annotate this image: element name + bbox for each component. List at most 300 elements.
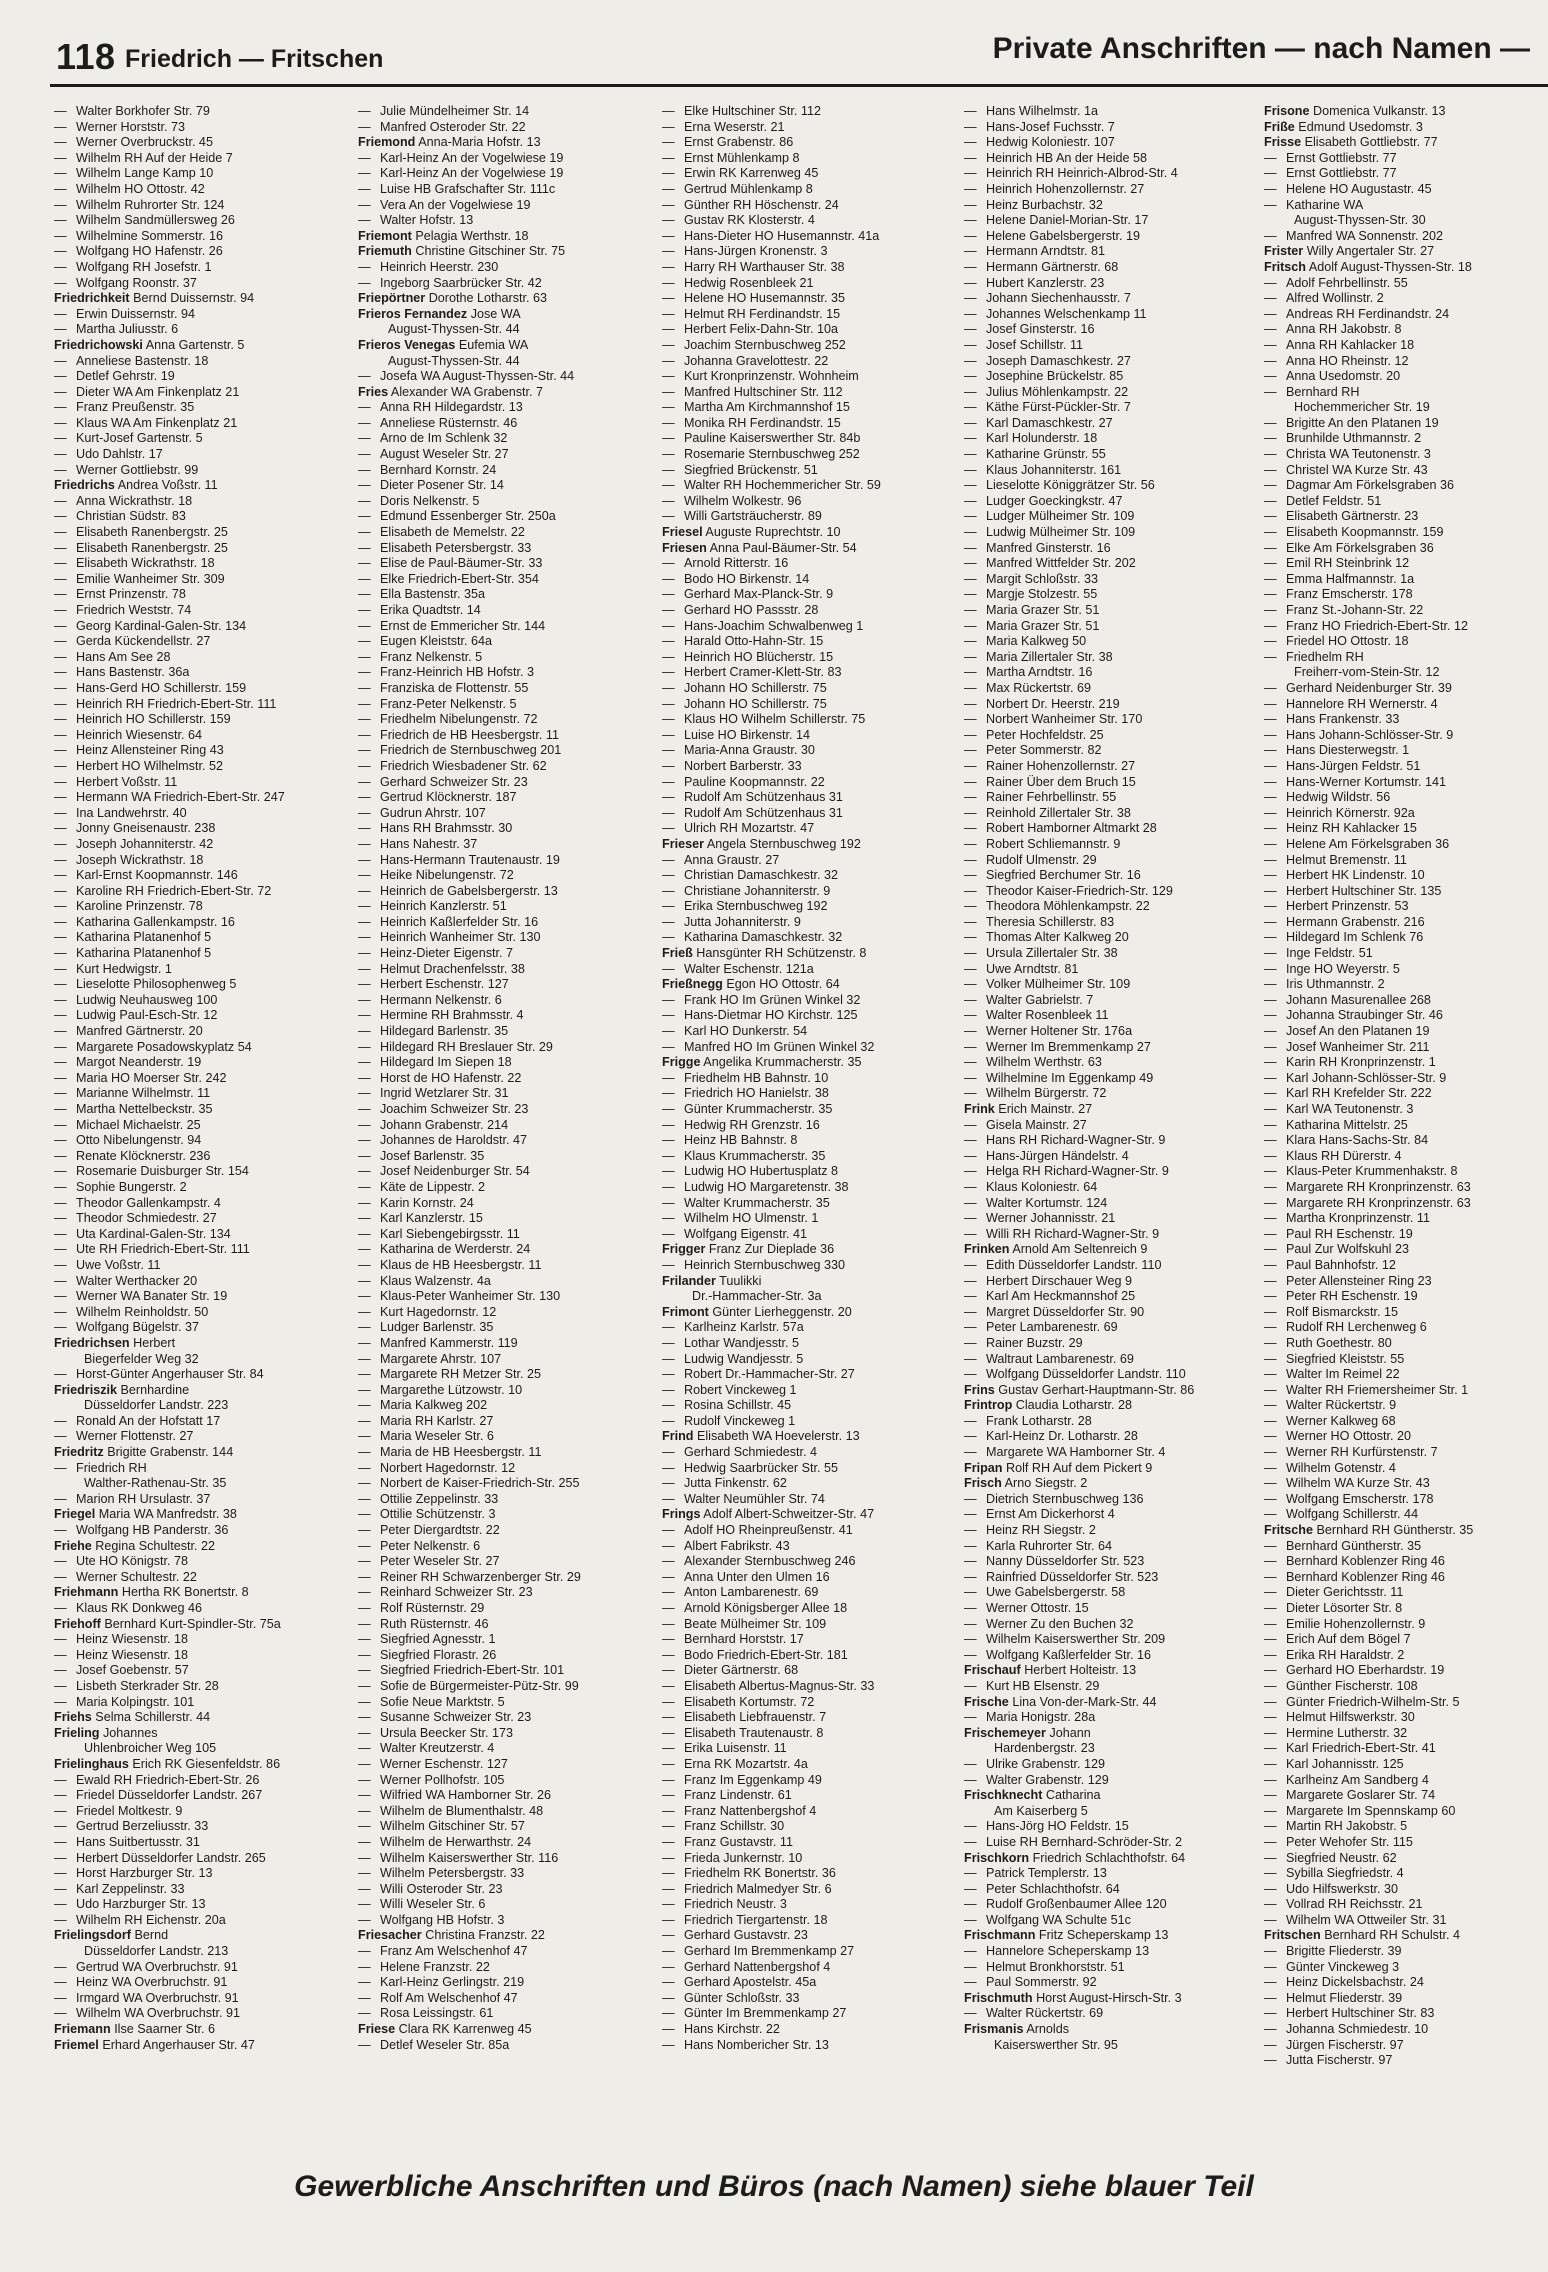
entry-text: Elke Friedrich-Ebert-Str. 354: [380, 571, 539, 586]
entry-text: Wilhelm WA Ottweiler Str. 31: [1286, 1912, 1447, 1927]
repeat-surname-dash: —: [1264, 805, 1277, 820]
repeat-surname-dash: —: [1264, 415, 1277, 430]
directory-entry: [964, 1897, 1254, 1913]
repeat-surname-dash: —: [54, 634, 67, 649]
directory-entry: [964, 120, 1254, 136]
repeat-surname-dash: —: [662, 1398, 675, 1413]
directory-entry: [964, 603, 1254, 619]
surname-entry: [662, 541, 952, 557]
repeat-surname-dash: —: [662, 150, 675, 165]
directory-entry: [54, 385, 344, 401]
repeat-surname-dash: —: [662, 1024, 675, 1039]
entry-text: Hans Johann-Schlösser-Str. 9: [1286, 727, 1454, 742]
entry-text: Martha Arndtstr. 16: [986, 665, 1093, 680]
entry-text: Johann Siechenhausstr. 7: [986, 291, 1131, 306]
repeat-surname-dash: —: [662, 1382, 675, 1397]
repeat-surname-dash: —: [54, 1772, 67, 1787]
repeat-surname-dash: —: [1264, 1756, 1277, 1771]
repeat-surname-dash: —: [662, 1164, 675, 1179]
repeat-surname-dash: —: [662, 696, 675, 711]
entry-text: Johann HO Schillerstr. 75: [684, 696, 827, 711]
entry-text: Wolfgang HB Panderstr. 36: [76, 1523, 229, 1538]
entry-text: Willi Gartsträucherstr. 89: [684, 509, 822, 524]
repeat-surname-dash: —: [662, 1912, 675, 1927]
repeat-surname-dash: —: [54, 805, 67, 820]
surname: Friedrichs: [54, 478, 115, 493]
directory-entry: [358, 977, 648, 993]
surname: Frischkorn: [964, 1850, 1030, 1865]
directory-entry: [662, 1632, 952, 1648]
repeat-surname-dash: —: [358, 181, 371, 196]
directory-entry: [358, 650, 648, 666]
surname-entry: [358, 1928, 648, 1944]
repeat-surname-dash: —: [662, 571, 675, 586]
directory-entry: [964, 1882, 1254, 1898]
entry-text: Hermann Gärtnerstr. 68: [986, 259, 1119, 274]
directory-entry: [662, 1773, 952, 1789]
repeat-surname-dash: —: [662, 883, 675, 898]
directory-entry: [964, 1258, 1254, 1274]
directory-entry: [964, 291, 1254, 307]
surname-entry: [964, 2022, 1254, 2038]
entry-text: Rolf RH Auf dem Pickert 9: [1005, 1460, 1153, 1475]
entry-text: Bernhard Kurt-Spindler-Str. 75a: [104, 1616, 281, 1631]
directory-entry: [358, 868, 648, 884]
repeat-surname-dash: —: [964, 1070, 977, 1085]
repeat-surname-dash: —: [1264, 1133, 1277, 1148]
entry-text: Hermann Grabenstr. 216: [1286, 914, 1425, 929]
directory-entry: [358, 759, 648, 775]
repeat-surname-dash: —: [1264, 1039, 1277, 1054]
directory-entry: [54, 494, 344, 510]
repeat-surname-dash: —: [1264, 649, 1277, 664]
repeat-surname-dash: —: [964, 1133, 977, 1148]
directory-entry: [662, 1726, 952, 1742]
entry-text: Norbert Barberstr. 33: [684, 758, 802, 773]
entry-text: Klaus RH Dürerstr. 4: [1286, 1148, 1402, 1163]
directory-entry: [358, 572, 648, 588]
entry-text: Wilhelm Reinholdstr. 50: [76, 1304, 209, 1319]
directory-entry: [964, 1539, 1254, 1555]
directory-entry: [1264, 1102, 1548, 1118]
entry-text: Manfred WA Sonnenstr. 202: [1286, 228, 1444, 243]
repeat-surname-dash: —: [1264, 1460, 1277, 1475]
repeat-surname-dash: —: [1264, 1257, 1277, 1272]
entry-text: Heinrich RH Friedrich-Ebert-Str. 111: [76, 696, 277, 711]
directory-entry: [964, 244, 1254, 260]
directory-entry: [1264, 338, 1548, 354]
entry-text: Theodor Gallenkampstr. 4: [76, 1195, 221, 1210]
directory-entry: [54, 1975, 344, 1991]
entry-continuation: [1264, 400, 1548, 416]
directory-entry: [964, 198, 1254, 214]
repeat-surname-dash: —: [358, 1710, 371, 1725]
directory-entry: [358, 930, 648, 946]
directory-entry: [358, 837, 648, 853]
directory-entry: [964, 1819, 1254, 1835]
entry-text: Bernhard Kornstr. 24: [380, 462, 497, 477]
directory-entry: [964, 104, 1254, 120]
entry-continuation: [662, 1289, 952, 1305]
repeat-surname-dash: —: [1264, 353, 1277, 368]
repeat-surname-dash: —: [358, 946, 371, 961]
directory-entry: [1264, 1086, 1548, 1102]
repeat-surname-dash: —: [358, 821, 371, 836]
repeat-surname-dash: —: [964, 1320, 977, 1335]
repeat-surname-dash: —: [1264, 1242, 1277, 1257]
repeat-surname-dash: —: [662, 1959, 675, 1974]
entry-text: Jutta Finkenstr. 62: [684, 1476, 787, 1491]
entry-text: Jose WA: [470, 306, 521, 321]
entry-text: Hans-Josef Fuchsstr. 7: [986, 119, 1115, 134]
entry-text: Herbert Hultschiner Str. 135: [1286, 883, 1442, 898]
directory-entry: [662, 1445, 952, 1461]
surname: Fritsch: [1264, 259, 1306, 274]
directory-entry: [1264, 1991, 1548, 2007]
directory-entry: [54, 884, 344, 900]
directory-entry: [54, 915, 344, 931]
repeat-surname-dash: —: [662, 790, 675, 805]
entry-text: Käthe Fürst-Pückler-Str. 7: [986, 400, 1131, 415]
directory-entry: [54, 806, 344, 822]
directory-entry: [54, 1071, 344, 1087]
directory-entry: [1264, 1289, 1548, 1305]
entry-text: Wolfgang HB Hofstr. 3: [380, 1912, 505, 1927]
entry-text: Franz Im Eggenkamp 49: [684, 1772, 822, 1787]
directory-entry: [358, 1086, 648, 1102]
entry-text: Bernhard Koblenzer Ring 46: [1286, 1554, 1445, 1569]
directory-entry: [964, 743, 1254, 759]
entry-text: Heinrich HB An der Heide 58: [986, 150, 1148, 165]
entry-text: Werner HO Ottostr. 20: [1286, 1429, 1412, 1444]
repeat-surname-dash: —: [964, 493, 977, 508]
entry-text: Robert Schliemannstr. 9: [986, 836, 1121, 851]
entry-text: Josef Neidenburger Str. 54: [380, 1164, 530, 1179]
repeat-surname-dash: —: [662, 181, 675, 196]
directory-entry: [662, 1258, 952, 1274]
directory-entry: [54, 790, 344, 806]
entry-text: Volker Mülheimer Str. 109: [986, 977, 1131, 992]
entry-text: Biegerfelder Weg 32: [84, 1351, 199, 1366]
repeat-surname-dash: —: [662, 1413, 675, 1428]
entry-text: Herbert Eschenstr. 127: [380, 977, 509, 992]
repeat-surname-dash: —: [358, 1476, 371, 1491]
entry-text: Heinz-Dieter Eigenstr. 7: [380, 946, 513, 961]
entry-text: Hans Kirchstr. 22: [684, 2022, 780, 2037]
repeat-surname-dash: —: [358, 462, 371, 477]
entry-text: Helga RH Richard-Wagner-Str. 9: [986, 1164, 1169, 1179]
directory-entry: [358, 1367, 648, 1383]
entry-text: Domenica Vulkanstr. 13: [1313, 104, 1446, 118]
surname: Frismanis: [964, 2022, 1024, 2037]
surname: Frischknecht: [964, 1788, 1043, 1803]
repeat-surname-dash: —: [964, 2006, 977, 2021]
directory-entry: [964, 1507, 1254, 1523]
repeat-surname-dash: —: [964, 353, 977, 368]
entry-text: Rolf Am Welschenhof 47: [380, 1990, 518, 2005]
entry-text: Düsseldorfer Landstr. 213: [84, 1944, 229, 1959]
repeat-surname-dash: —: [358, 712, 371, 727]
directory-entry: [358, 509, 648, 525]
repeat-surname-dash: —: [358, 1585, 371, 1600]
directory-entry: [54, 603, 344, 619]
entry-text: Düsseldorfer Landstr. 223: [84, 1398, 229, 1413]
surname-entry: [1264, 244, 1548, 260]
entry-text: Julius Möhlenkampstr. 22: [986, 384, 1129, 399]
directory-entry: [964, 946, 1254, 962]
entry-text: Maria Kolpingstr. 101: [76, 1694, 195, 1709]
directory-entry: [358, 884, 648, 900]
entry-text: Rolf Rüsternstr. 29: [380, 1601, 485, 1615]
repeat-surname-dash: —: [964, 1413, 977, 1428]
repeat-surname-dash: —: [358, 634, 371, 649]
entry-text: Ludwig Mülheimer Str. 109: [986, 525, 1136, 540]
entry-text: Karl RH Krefelder Str. 222: [1286, 1086, 1432, 1101]
repeat-surname-dash: —: [662, 135, 675, 150]
entry-text: Manfred Gärtnerstr. 20: [76, 1024, 203, 1039]
entry-text: Elke Hultschiner Str. 112: [684, 104, 821, 118]
entry-text: Wolfgang Emscherstr. 178: [1286, 1491, 1434, 1506]
entry-text: Werner RH Kurfürstenstr. 7: [1286, 1445, 1438, 1460]
repeat-surname-dash: —: [54, 774, 67, 789]
entry-text: Alexander WA Grabenstr. 7: [390, 384, 544, 399]
repeat-surname-dash: —: [662, 1351, 675, 1366]
repeat-surname-dash: —: [358, 961, 371, 976]
directory-entry: [1264, 1227, 1548, 1243]
entry-text: Karlheinz Karlstr. 57a: [684, 1320, 804, 1335]
directory-entry: [1264, 1866, 1548, 1882]
entry-text: Harald Otto-Hahn-Str. 15: [684, 634, 824, 649]
repeat-surname-dash: —: [964, 1008, 977, 1023]
repeat-surname-dash: —: [1264, 291, 1277, 306]
directory-entry: [54, 463, 344, 479]
entry-text: Gerhard Schweizer Str. 23: [380, 774, 528, 789]
entry-text: Hans RH Brahmsstr. 30: [380, 821, 513, 836]
repeat-surname-dash: —: [964, 634, 977, 649]
entry-text: Karl-Heinz An der Vogelwiese 19: [380, 150, 564, 165]
entry-text: Hardenbergstr. 23: [994, 1741, 1095, 1756]
repeat-surname-dash: —: [1264, 1211, 1277, 1226]
repeat-surname-dash: —: [1264, 1195, 1277, 1210]
directory-entry: [662, 1554, 952, 1570]
repeat-surname-dash: —: [54, 1881, 67, 1896]
directory-entry: [358, 1710, 648, 1726]
directory-entry: [358, 1414, 648, 1430]
directory-entry: [358, 525, 648, 541]
entry-text: Max Rückertstr. 69: [986, 680, 1091, 695]
entry-text: Josef Wanheimer Str. 211: [1286, 1039, 1430, 1054]
directory-entry: [1264, 1882, 1548, 1898]
surname-entry: [358, 244, 648, 260]
directory-entry: [662, 276, 952, 292]
entry-text: Dieter Gärtnerstr. 68: [684, 1663, 799, 1678]
header-rule: [50, 84, 1548, 87]
directory-entry: [1264, 1305, 1548, 1321]
entry-text: Pauline Kaiserswerther Str. 84b: [684, 431, 861, 446]
entry-text: Emilie Hohenzollernstr. 9: [1286, 1616, 1426, 1631]
directory-entry: [358, 1429, 648, 1445]
repeat-surname-dash: —: [964, 1616, 977, 1631]
entry-text: Anna-Maria Hofstr. 13: [418, 135, 541, 150]
directory-entry: [964, 229, 1254, 245]
directory-entry: [964, 1757, 1254, 1773]
entry-text: August-Thyssen-Str. 30: [1294, 213, 1426, 228]
repeat-surname-dash: —: [662, 603, 675, 617]
directory-entry: [358, 1617, 648, 1633]
repeat-surname-dash: —: [358, 213, 371, 228]
entry-text: Wilhelm de Herwarthstr. 24: [380, 1834, 532, 1849]
entry-text: Wolfgang Schillerstr. 44: [1286, 1507, 1419, 1522]
repeat-surname-dash: —: [358, 1211, 371, 1226]
entry-text: Hubert Kanzlerstr. 23: [986, 275, 1105, 290]
entry-text: Klaus WA Am Finkenplatz 21: [76, 415, 238, 430]
directory-entry: [662, 1788, 952, 1804]
surname-entry: [1264, 1928, 1548, 1944]
entry-text: Arnold Ritterstr. 16: [684, 556, 789, 571]
repeat-surname-dash: —: [1264, 712, 1277, 727]
repeat-surname-dash: —: [54, 353, 67, 368]
repeat-surname-dash: —: [358, 540, 371, 555]
entry-text: Wolfgang Roonstr. 37: [76, 275, 197, 290]
directory-entry: [358, 1242, 648, 1258]
directory-entry: [1264, 650, 1548, 666]
directory-entry: [358, 416, 648, 432]
entry-text: Robert Vinckeweg 1: [684, 1382, 797, 1397]
repeat-surname-dash: —: [662, 868, 675, 883]
repeat-surname-dash: —: [54, 1039, 67, 1054]
entry-text: Peter Allensteiner Ring 23: [1286, 1273, 1432, 1288]
repeat-surname-dash: —: [358, 1897, 371, 1912]
directory-entry: [964, 1835, 1254, 1851]
directory-entry: [1264, 1242, 1548, 1258]
entry-text: Hans-Hermann Trautenaustr. 19: [380, 852, 560, 867]
directory-entry: [964, 307, 1254, 323]
directory-entry: [964, 1227, 1254, 1243]
directory-entry: [358, 1960, 648, 1976]
directory-entry: [1264, 1336, 1548, 1352]
entry-text: Joseph Damaschkestr. 27: [986, 353, 1131, 368]
repeat-surname-dash: —: [1264, 914, 1277, 929]
entry-text: Lieselotte Königgrätzer Str. 56: [986, 478, 1155, 493]
repeat-surname-dash: —: [1264, 1148, 1277, 1163]
footer-note: Gewerbliche Anschriften und Büros (nach Namen) siehe blauer Teil: [294, 2170, 1254, 2203]
directory-entry: [964, 1336, 1254, 1352]
entry-text: Hermine Lutherstr. 32: [1286, 1725, 1408, 1740]
entry-text: Hildegard Im Siepen 18: [380, 1055, 512, 1070]
entry-text: Wilfried WA Hamborner Str. 26: [380, 1788, 551, 1803]
directory-entry: [662, 619, 952, 635]
directory-entry: [964, 993, 1254, 1009]
directory-entry: [1264, 821, 1548, 837]
directory-entry: [54, 1601, 344, 1617]
directory-entry: [54, 1960, 344, 1976]
entry-text: Werner Ottostr. 15: [986, 1601, 1089, 1615]
entry-text: Maria de HB Heesbergstr. 11: [380, 1445, 542, 1460]
entry-text: Gerhard Nattenbergshof 4: [684, 1959, 831, 1974]
directory-entry: [662, 1164, 952, 1180]
directory-entry: [662, 634, 952, 650]
entry-text: Werner Zu den Buchen 32: [986, 1616, 1134, 1631]
entry-text: Klaus HO Wilhelm Schillerstr. 75: [684, 712, 866, 727]
entry-text: Herbert Felix-Dahn-Str. 10a: [684, 322, 838, 337]
repeat-surname-dash: —: [54, 712, 67, 727]
repeat-surname-dash: —: [1264, 1367, 1277, 1382]
repeat-surname-dash: —: [358, 727, 371, 742]
entry-text: Günter Lierheggenstr. 20: [712, 1304, 852, 1319]
directory-entry: [1264, 1367, 1548, 1383]
directory-entry: [1264, 1695, 1548, 1711]
directory-entry: [54, 962, 344, 978]
repeat-surname-dash: —: [964, 1944, 977, 1959]
repeat-surname-dash: —: [964, 883, 977, 898]
repeat-surname-dash: —: [358, 509, 371, 524]
directory-entry: [1264, 447, 1548, 463]
entry-text: Gerhard Schmiedestr. 4: [684, 1445, 817, 1460]
directory-entry: [54, 1897, 344, 1913]
directory-entry: [358, 151, 648, 167]
entry-text: Erich Auf dem Bögel 7: [1286, 1632, 1411, 1647]
entry-text: Margarete WA Hamborner Str. 4: [986, 1445, 1166, 1460]
repeat-surname-dash: —: [358, 166, 371, 181]
repeat-surname-dash: —: [1264, 1554, 1277, 1569]
directory-entry: [964, 447, 1254, 463]
entry-text: Anna Paul-Bäumer-Str. 54: [709, 540, 857, 555]
entry-text: Paul Zur Wolfskuhl 23: [1286, 1242, 1409, 1257]
repeat-surname-dash: —: [358, 1257, 371, 1272]
directory-entry: [964, 837, 1254, 853]
entry-text: Franz Schillstr. 30: [684, 1819, 785, 1834]
directory-entry: [54, 665, 344, 681]
entry-text: Christiane Johanniterstr. 9: [684, 883, 831, 898]
repeat-surname-dash: —: [54, 1975, 67, 1990]
repeat-surname-dash: —: [1264, 1975, 1277, 1990]
entry-text: Wolfgang Bügelstr. 37: [76, 1320, 199, 1335]
repeat-surname-dash: —: [662, 1257, 675, 1272]
repeat-surname-dash: —: [1264, 1102, 1277, 1116]
directory-entry: [662, 993, 952, 1009]
repeat-surname-dash: —: [1264, 603, 1277, 617]
repeat-surname-dash: —: [964, 1304, 977, 1319]
section-title: Private Anschriften — nach Namen —: [992, 32, 1530, 65]
repeat-surname-dash: —: [662, 493, 675, 508]
directory-entry: [54, 1882, 344, 1898]
repeat-surname-dash: —: [54, 400, 67, 415]
repeat-surname-dash: —: [662, 821, 675, 836]
directory-entry: [964, 1024, 1254, 1040]
directory-entry: [358, 1507, 648, 1523]
directory-entry: [662, 650, 952, 666]
directory-entry: [1264, 525, 1548, 541]
surname: Friese: [358, 2022, 396, 2037]
repeat-surname-dash: —: [358, 478, 371, 493]
directory-entry: [54, 1196, 344, 1212]
entry-text: Peter Wehofer Str. 115: [1286, 1834, 1413, 1849]
entry-text: Peter Hochfeldstr. 25: [986, 727, 1104, 742]
entry-text: Am Kaiserberg 5: [994, 1803, 1088, 1818]
entry-text: Brunhilde Uthmannstr. 2: [1286, 431, 1422, 446]
directory-entry: [54, 1773, 344, 1789]
entry-text: Karl Kanzlerstr. 15: [380, 1211, 483, 1226]
directory-entry: [54, 619, 344, 635]
repeat-surname-dash: —: [54, 1273, 67, 1288]
entry-text: Erika Quadtstr. 14: [380, 603, 481, 617]
directory-entry: [54, 541, 344, 557]
directory-entry: [1264, 1710, 1548, 1726]
directory-entry: [358, 400, 648, 416]
entry-text: Gerhard Max-Planck-Str. 9: [684, 587, 834, 602]
repeat-surname-dash: —: [54, 649, 67, 664]
repeat-surname-dash: —: [964, 1148, 977, 1163]
